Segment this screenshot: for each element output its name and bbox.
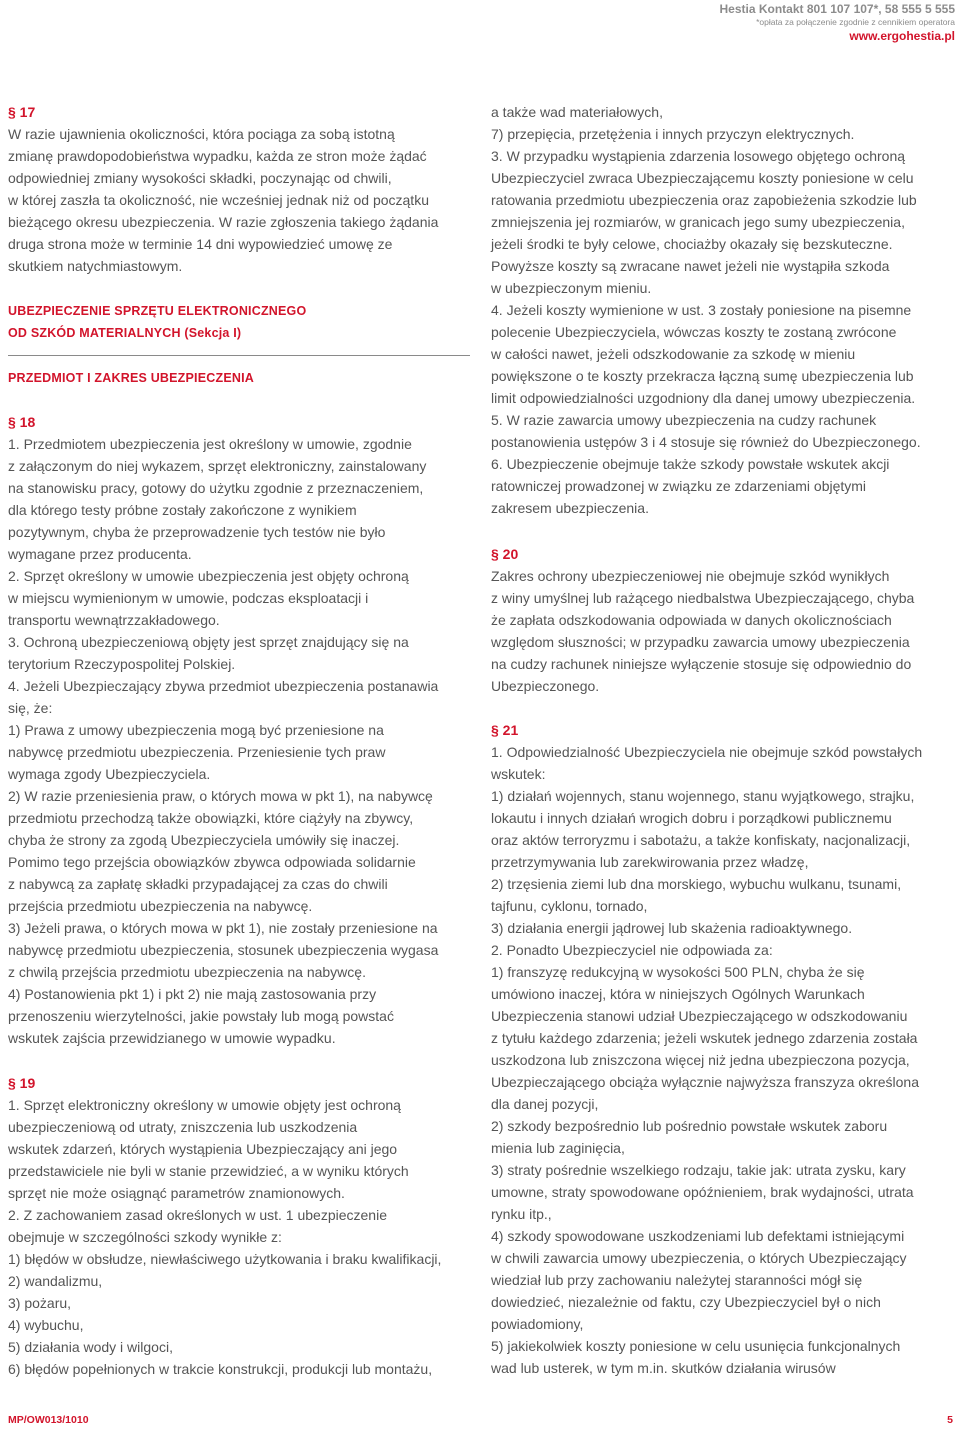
list-item: 2) wandalizmu, [8, 1273, 103, 1289]
list-item: 2) szkody bezpośrednio lub pośrednio powstałe wskutek zaboru mienia lub zaginięcia, [491, 1118, 888, 1156]
left-column [8, 101, 470, 1380]
list-item: 1. Sprzęt elektroniczny określony w umowie objęty jest ochroną ubezpieczeniową od utraty, zniszczenia lub uszkodzenia wskutek zdarzeń, których wystąpienia Ubezpieczający ani jego przedstawiciele nie byli w stanie przewidzieć, a w wyniku których sprzęt nie może osiągnąć parametrów znamionowych. [8, 1097, 409, 1201]
paragraph-marker: § 21 [491, 722, 519, 738]
list-item: 5) jakiekolwiek koszty poniesione w celu usunięcia funkcjonalnych wad lub usterek, w tym m.in. skutków działania wirusów [491, 1338, 901, 1376]
list-item: 3. Ochroną ubezpieczeniową objęty jest sprzęt znajdujący się na terytorium Rzeczypospolitej Polskiej. [8, 634, 409, 672]
page-header [720, 2, 956, 44]
paragraph-text: Zakres ochrony ubezpieczeniowej nie obejmuje szkód wynikłych z winy umyślnej lub rażącego niedbalstwa Ubezpieczającego, chyba że zapłata odszkodowania odpowiada w danych okolicznościach względom słuszności; w przypadku zawarcia umowy ubezpieczenia na cudzy rachunek niniejsze wyłączenie stosuje się odpowiednio do Ubezpieczonego. [491, 568, 915, 694]
list-item: 2) W razie przeniesienia praw, o których mowa w pkt 1), na nabywcę przedmiotu przechodzą także obowiązki, które ciążyły na zbywcy, chyba że strony za zgodą Ubezpieczyciela umówiły się inaczej. Pomimo tego przejścia obowiązków zbywca odpowiada solidarnie z nabywcą za zapłatę składki przypadającej za czas do chwili przejścia przedmiotu ubezpieczenia na nabywcę. [8, 788, 433, 914]
paragraph-marker: § 18 [8, 414, 36, 430]
list-item: 3) Jeżeli prawa, o których mowa w pkt 1), nie zostały przeniesione na nabywcę przedmiotu ubezpieczenia, stosunek ubezpieczenia wygasa z chwilą przejścia przedmiotu ubezpieczenia na nabywcę. [8, 920, 439, 980]
heading-divider [8, 355, 470, 356]
list-item: 2. Sprzęt określony w umowie ubezpieczenia jest objęty ochroną w miejscu wymienionym w umowie, podczas eksploatacji i transportu wewnątrzzakładowego. [8, 568, 409, 628]
paragraph-marker: § 19 [8, 1075, 36, 1091]
list-item: a także wad materiałowych, [491, 104, 663, 120]
list-item: 3) pożaru, [8, 1295, 72, 1311]
section-20 [491, 543, 953, 697]
list-item: 3. W przypadku wystąpienia zdarzenia losowego objętego ochroną Ubezpieczyciel zwraca Ubezpieczającemu koszty poniesione w celu ratowania przedmiotu ubezpieczenia oraz zapobieżenia szkodzie lub zmniejszenia jej rozmiarów, w granicach jego sumy ubezpieczenia, jeżeli środki te były celowe, chociażby okazały się bezskuteczne. Powyższe koszty są zwracane nawet jeżeli nie wystąpiła szkoda w ubezpieczonym mieniu. [491, 148, 917, 296]
document-code: MP/OW013/1010 [8, 1414, 89, 1426]
list-item: 5. W razie zawarcia umowy ubezpieczenia na cudzy rachunek postanowienia ustępów 3 i 4 stosuje się również do Ubezpieczonego. [491, 412, 921, 450]
website-address: www.ergohestia.pl [849, 29, 955, 43]
list-item: 2. Ponadto Ubezpieczyciel nie odpowiada za: [491, 942, 773, 958]
list-item: 6. Ubezpieczenie obejmuje także szkody powstałe wskutek akcji ratowniczej prowadzonej w związku ze zdarzeniami objętymi zakresem ubezpieczenia. [491, 456, 890, 516]
list-item: 4) wybuchu, [8, 1317, 84, 1333]
section-17 [8, 101, 470, 277]
section-19-continuation [491, 101, 953, 519]
section-heading-line-1: UBEZPIECZENIE SPRZĘTU ELEKTRONICZNEGO [8, 304, 307, 318]
list-item: 1) działań wojennych, stanu wojennego, stanu wyjątkowego, strajku, lokautu i innych działań wrogich dobru i porządkowi publicznemu oraz aktów terroryzmu i sabotażu, a także konfiskaty, nacjonalizacji, przetrzymywania lub zarekwirowania przez władzę, [491, 788, 915, 870]
call-cost-note: *opłata za połączenie zgodnie z cennikiem operatora [756, 17, 955, 27]
paragraph-marker: § 17 [8, 104, 36, 120]
list-item: 4. Jeżeli Ubezpieczający zbywa przedmiot ubezpieczenia postanawia się, że: [8, 678, 439, 716]
hotline-contact: Hestia Kontakt 801 107 107*, 58 555 5 555 [719, 2, 955, 16]
list-item: 6) błędów popełnionych w trakcie konstrukcji, produkcji lub montażu, [8, 1361, 433, 1377]
list-item: 1. Przedmiotem ubezpieczenia jest określony w umowie, zgodnie z załączonym do niej wykazem, sprzęt elektroniczny, zainstalowany na stanowisku pracy, gotowy do użytku zgodnie z przeznaczeniem, dla którego testy próbne zostały zakończone z wynikiem pozytywnym, chyba że przeprowadzenie tych testów nie było wymagane przez producenta. [8, 436, 427, 562]
subheading: PRZEDMIOT I ZAKRES UBEZPIECZENIA [8, 371, 254, 385]
paragraph-marker: § 20 [491, 546, 519, 562]
right-column [491, 101, 953, 1379]
list-item: 2) trzęsienia ziemi lub dna morskiego, wybuchu wulkanu, tsunami, tajfunu, cyklonu, tornado, [491, 876, 902, 914]
list-item: 4) Postanowienia pkt 1) i pkt 2) nie mają zastosowania przy przenoszeniu wierzytelności, jakie powstały lub mogą powstać wskutek zajścia przewidzianego w umowie wypadku. [8, 986, 394, 1046]
list-item: 4) szkody spowodowane uszkodzeniami lub defektami istniejącymi w chwili zawarcia umowy ubezpieczenia, o których Ubezpieczający wiedział lub przy zachowaniu należytej staranności mógł się dowiedzieć, niezależnie od faktu, czy Ubezpieczyciel był o nich powiadomiony, [491, 1228, 907, 1332]
list-item: 3) działania energii jądrowej lub skażenia radioaktywnego. [491, 920, 853, 936]
section-heading-line-2: OD SZKÓD MATERIALNYCH (Sekcja I) [8, 326, 242, 340]
list-item: 5) działania wody i wilgoci, [8, 1339, 173, 1355]
paragraph-text: W razie ujawnienia okoliczności, która pociąga za sobą istotną zmianę prawdopodobieństwa wypadku, każda ze stron może żądać odpowiedniej zmiany wysokości składki, poczynając od chwili, w której zaszła ta okoliczność, nie wcześniej jednak niż od początku bieżącego okresu ubezpieczenia. W razie zgłoszenia takiego żądania druga strona może w terminie 14 dni wypowiedzieć umowę ze skutkiem natychmiastowym. [8, 126, 439, 274]
section-18 [8, 411, 470, 1049]
section-21 [491, 719, 953, 1379]
list-item: 1) franszyzę redukcyjną w wysokości 500 PLN, chyba że się umówiono inaczej, która w niniejszych Ogólnych Warunkach Ubezpieczenia stanowi udział Ubezpieczającego w odszkodowaniu z tytułu każdego zdarzenia; jeżeli wskutek jednego zdarzenia została uszkodzona lub zniszczona więcej niż jedna ubezpieczona pozycja, Ubezpieczającego obciąża wyłącznie najwyższa franszyza określona dla danej pozycji, [491, 964, 919, 1112]
list-item: 4. Jeżeli koszty wymienione w ust. 3 zostały poniesione na pisemne polecenie Ubezpieczyciela, wówczas koszty te zostaną zwrócone w całości nawet, jeżeli odszkodowanie za szkodę w mieniu powiększone o te koszty przekracza łączną sumę ubezpieczenia lub limit odpowiedzialności uzgodniony dla danej umowy ubezpieczenia. [491, 302, 916, 406]
list-item: 3) straty pośrednie wszelkiego rodzaju, takie jak: utrata zysku, kary umowne, straty spowodowane opóźnieniem, brak wydajności, utrata rynku itp., [491, 1162, 914, 1222]
list-item: 1. Odpowiedzialność Ubezpieczyciela nie obejmuje szkód powstałych wskutek: [491, 744, 923, 782]
list-item: 1) błędów w obsłudze, niewłaściwego użytkowania i braku kwalifikacji, [8, 1251, 442, 1267]
list-item: 7) przepięcia, przetężenia i innych przyczyn elektrycznych. [491, 126, 855, 142]
section-19 [8, 1072, 470, 1380]
page-number: 5 [947, 1414, 953, 1426]
list-item: 1) Prawa z umowy ubezpieczenia mogą być przeniesione na nabywcę przedmiotu ubezpieczenia. Przeniesienie tych praw wymaga zgody Ubezpieczyciela. [8, 722, 386, 782]
list-item: 2. Z zachowaniem zasad określonych w ust. 1 ubezpieczenie obejmuje w szczególności szkody wynikłe z: [8, 1207, 387, 1245]
